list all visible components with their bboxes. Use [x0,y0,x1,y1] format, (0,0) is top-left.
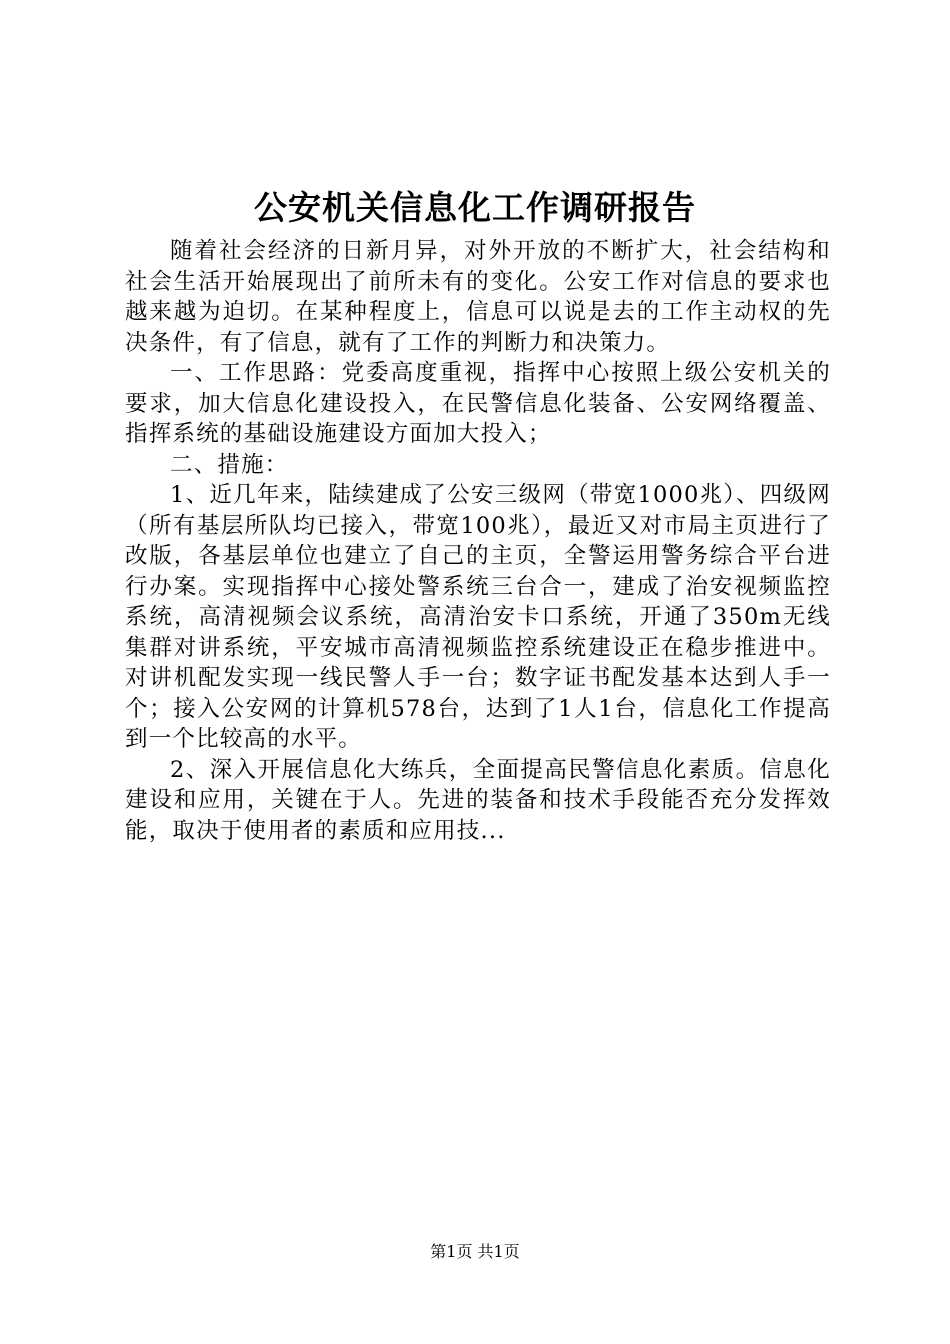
paragraph-measure-2: 2、深入开展信息化大练兵，全面提高民警信息化素质。信息化建设和应用，关键在于人。先进的装备和技术手段能否充分发挥效能，取决于使用者的素质和应用技... [125,756,831,844]
paragraph-work-approach: 一、工作思路：党委高度重视，指挥中心按照上级公安机关的要求，加大信息化建设投入，在民警信息化装备、公安网络覆盖、指挥系统的基础设施建设方面加大投入； [125,360,831,447]
paragraph-measure-1: 1、近几年来，陆续建成了公安三级网（带宽1000兆）、四级网（所有基层所队均已接入，带宽100兆），最近又对市局主页进行了改版，各基层单位也建立了自己的主页，全警运用警务综合平台进行办案。实现指挥中心接处警系统三台合一，建成了治安视频监控系统，高清视频会议系统，高清治安卡口系统，开通了350m无线集群对讲系统，平安城市高清视频监控系统建设正在稳步推进中。对讲机配发实现一线民警人手一台；数字证书配发基本达到人手一个；接入公安网的计算机578台，达到了1人1台，信息化工作提高到一个比较高的水平。 [125,482,831,752]
document-body [125,236,831,846]
page-footer: 第1页 共1页 [430,1242,520,1261]
paragraph-intro: 随着社会经济的日新月异，对外开放的不断扩大，社会结构和社会生活开始展现出了前所未有的变化。公安工作对信息的要求也越来越为迫切。在某种程度上，信息可以说是去的工作主动权的先决条件，有了信息，就有了工作的判断力和决策力。 [125,238,831,356]
document-title: 公安机关信息化工作调研报告 [254,188,696,227]
paragraph-measures-heading: 二、措施： [170,451,289,478]
